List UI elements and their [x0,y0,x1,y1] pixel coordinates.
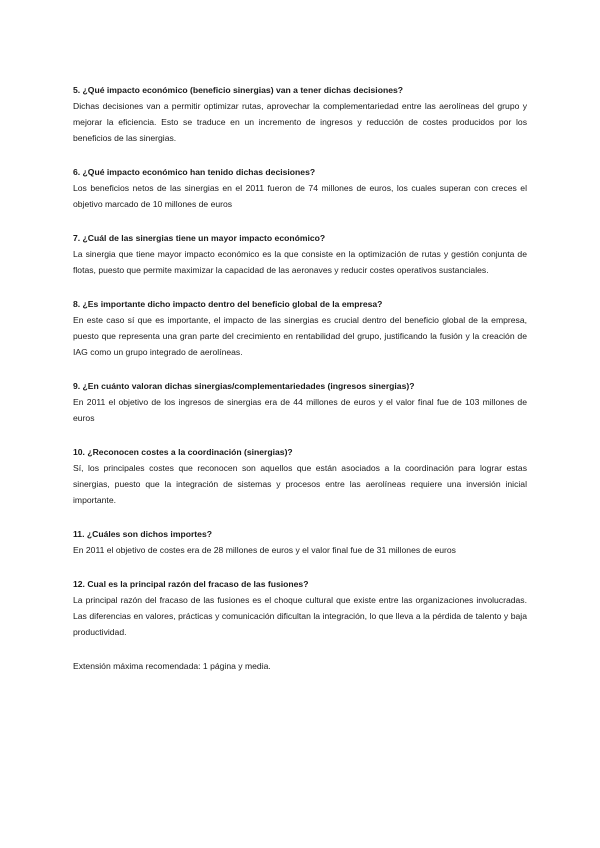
section-q6 [73,164,527,212]
answer-paragraph: En 2011 el objetivo de costes era de 28 millones de euros y el valor final fue de 31 millones de euros [73,545,456,555]
question-heading: 11. ¿Cuáles son dichos importes? [73,529,212,539]
answer-paragraph: Los beneficios netos de las sinergias en el 2011 fueron de 74 millones de euros, los cuales superan con creces el objetivo marcado de 10 millones de euros [73,183,527,209]
section-q12 [73,576,527,640]
question-heading: 7. ¿Cuál de las sinergias tiene un mayor impacto económico? [73,233,326,243]
section-q11 [73,526,527,558]
answer-paragraph: Sí, los principales costes que reconocen son aquellos que están asociados a la coordinación para lograr estas sinergias, puesto que la integración de sistemas y procesos entre las aerolíneas requiere una inversión inicial importante. [73,463,527,505]
section-q8 [73,296,527,360]
question-heading: 6. ¿Qué impacto económico han tenido dichas decisiones? [73,167,316,177]
length-note: Extensión máxima recomendada: 1 página y media. [73,661,271,671]
section-q10 [73,444,527,508]
question-heading: 8. ¿Es importante dicho impacto dentro del beneficio global de la empresa? [73,299,383,309]
question-heading: 9. ¿En cuánto valoran dichas sinergias/complementariedades (ingresos sinergias)? [73,381,415,391]
question-heading: 5. ¿Qué impacto económico (beneficio sinergias) van a tener dichas decisiones? [73,85,403,95]
answer-paragraph: La principal razón del fracaso de las fusiones es el choque cultural que existe entre las organizaciones involucradas. Las diferencias en valores, prácticas y comunicación dificultan la integración, lo que lleva a la pérdida de talento y baja productividad. [73,595,527,637]
answer-paragraph: La sinergia que tiene mayor impacto económico es la que consiste en la optimización de rutas y gestión conjunta de flotas, puesto que permite maximizar la capacidad de las aeronaves y reducir costes operativos sustanciales. [73,249,527,275]
section-q5 [73,82,527,146]
answer-paragraph: En este caso sí que es importante, el impacto de las sinergias es crucial dentro del beneficio global de la empresa, puesto que representa una gran parte del crecimiento en rentabilidad del grupo, justificando la fusión y la creación de IAG como un grupo integrado de aerolíneas. [73,315,527,357]
section-q7 [73,230,527,278]
answer-paragraph: En 2011 el objetivo de los ingresos de sinergias era de 44 millones de euros y el valor final fue de 103 millones de euros [73,397,527,423]
question-heading: 10. ¿Reconocen costes a la coordinación (sinergias)? [73,447,293,457]
answer-paragraph: Dichas decisiones van a permitir optimizar rutas, aprovechar la complementariedad entre las aerolíneas del grupo y mejorar la eficiencia. Esto se traduce en un incremento de ingresos y reducción de costes producidos por los beneficios de las sinergias. [73,101,527,143]
document-page [73,82,527,674]
section-q9 [73,378,527,426]
question-heading: 12. Cual es la principal razón del fracaso de las fusiones? [73,579,309,589]
